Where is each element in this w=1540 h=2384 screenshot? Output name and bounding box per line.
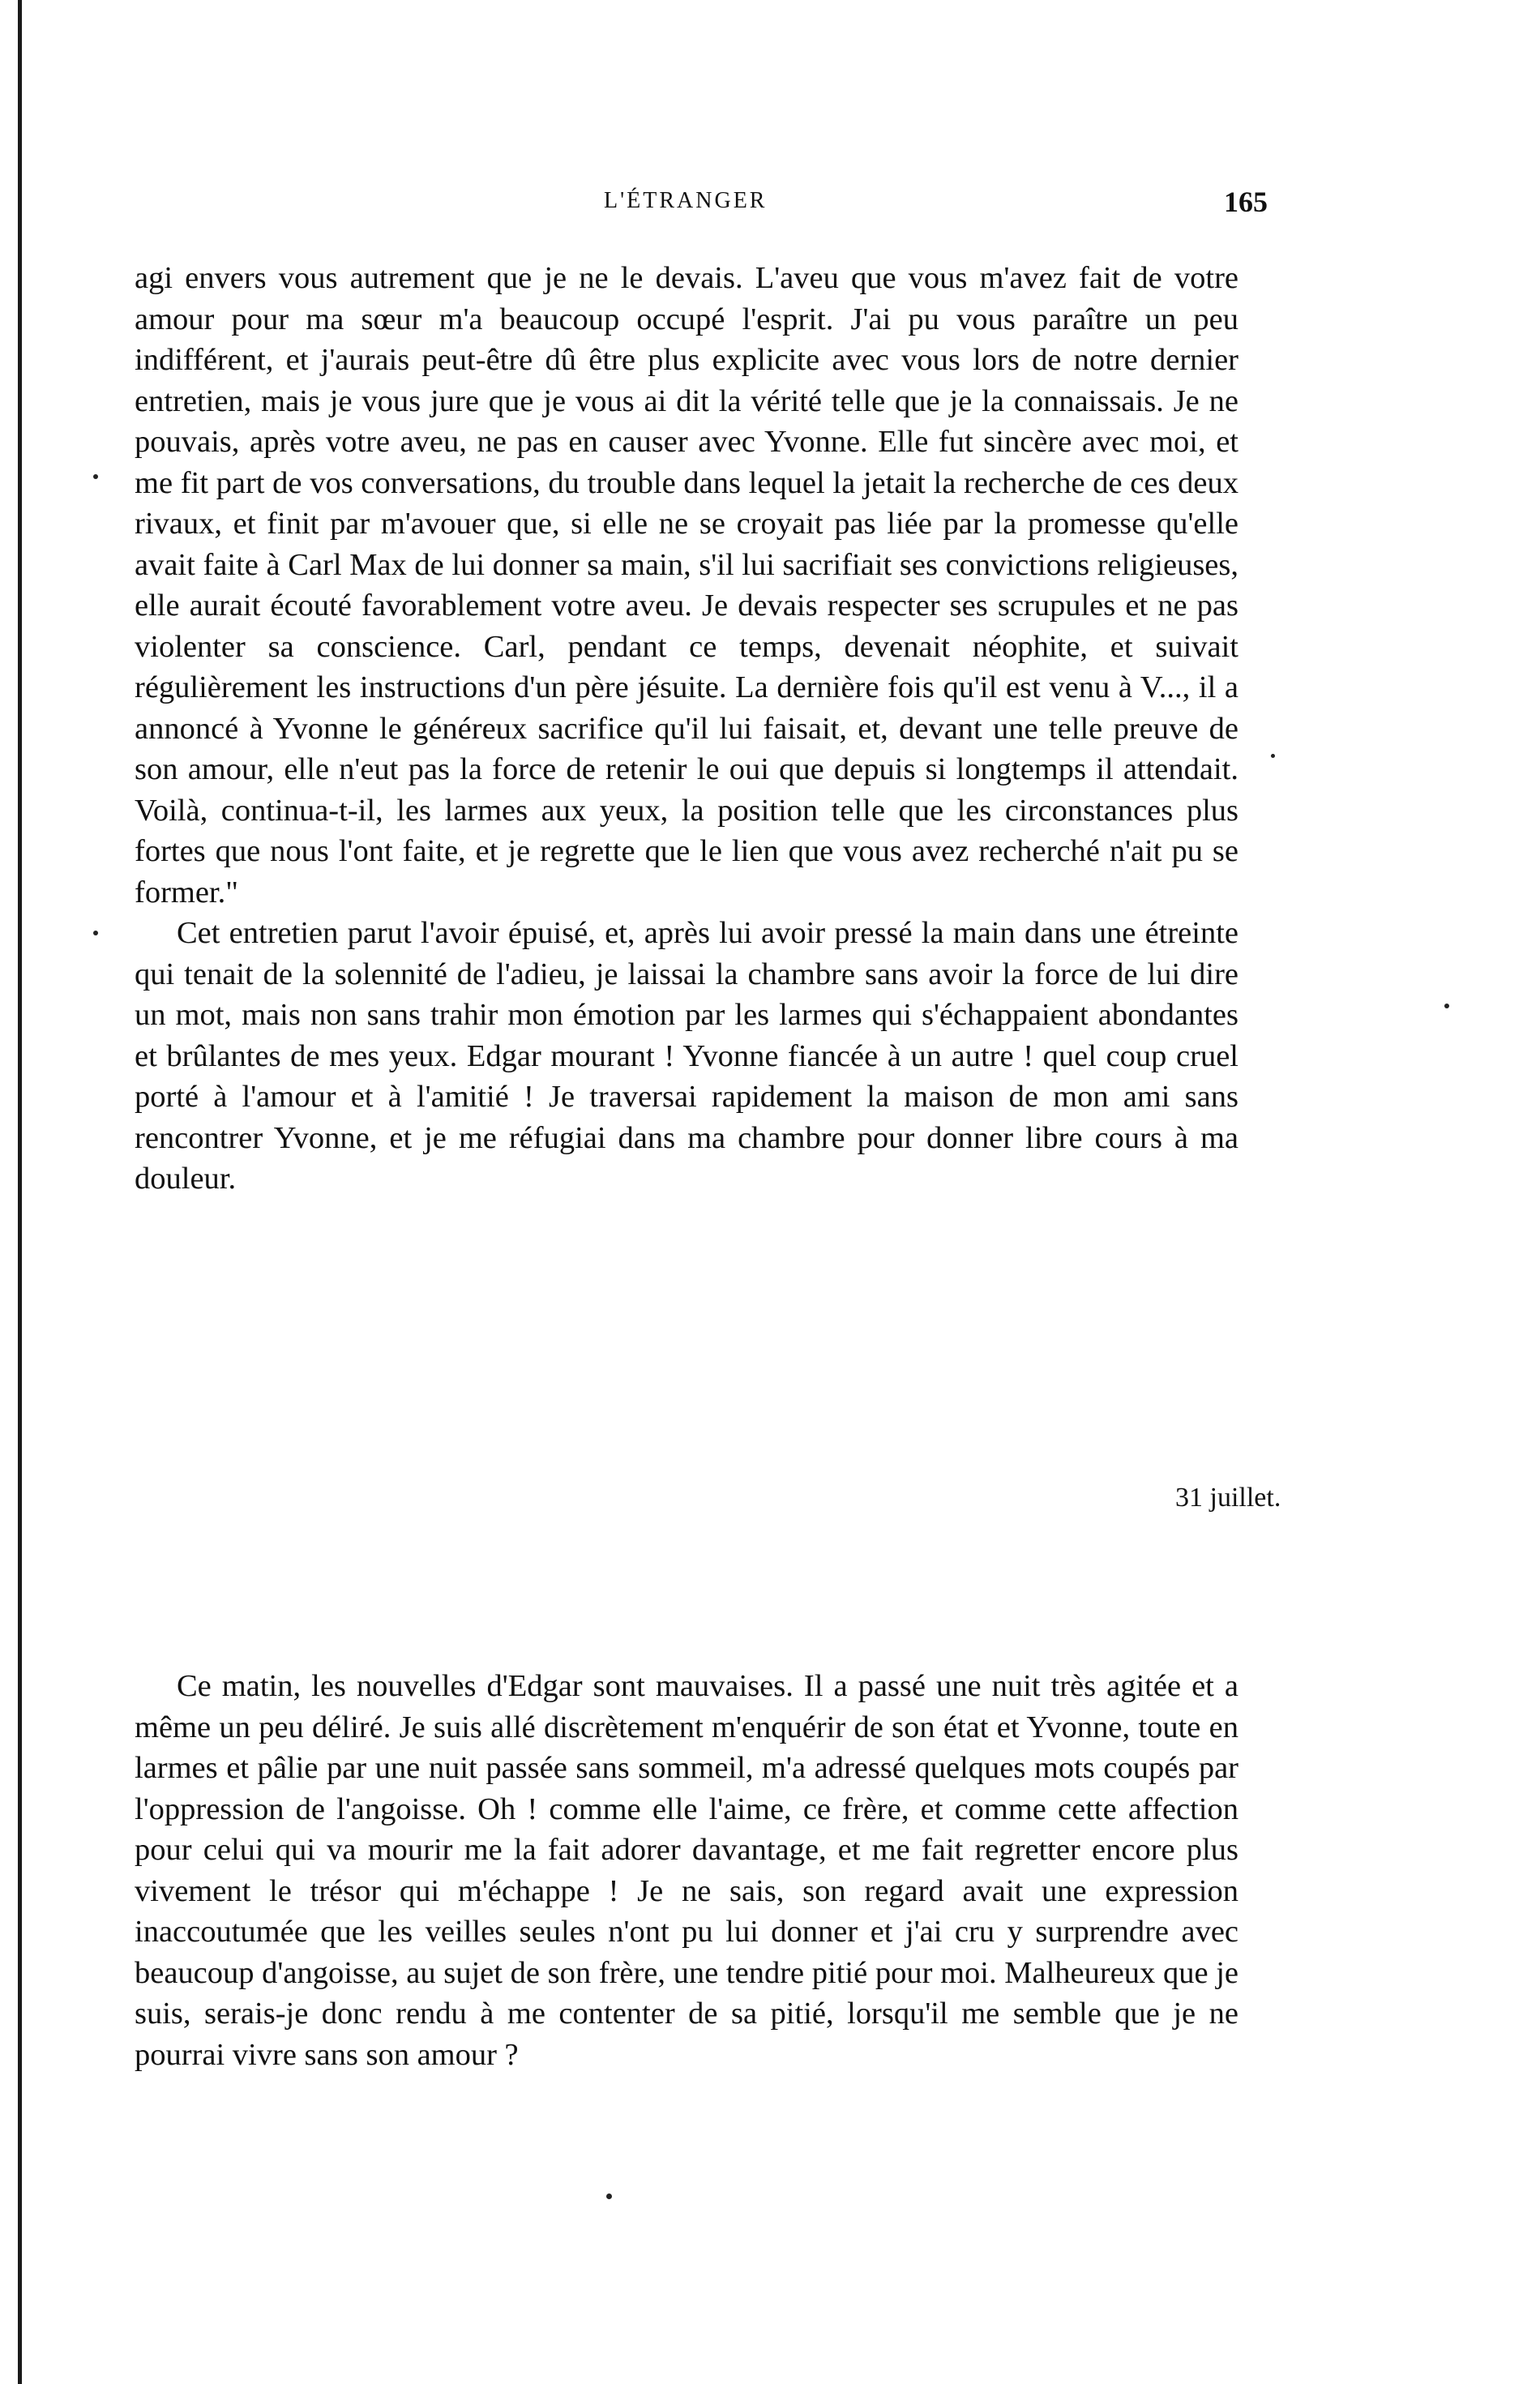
paragraph: Ce matin, les nouvelles d'Edgar sont mauvaises. Il a passé une nuit très agitée et a même un peu déliré. Je suis allé discrètement m'enquérir de son état et Yvonne, toute en larmes et pâlie par une nuit passée sans sommeil, m'a adressé quelques mots coupés par l'oppression de l'angoisse. Oh ! comme elle l'aime, ce frère, et comme cette affection pour celui qui va mourir me la fait adorer davantage, et me fait regretter encore plus vivement le trésor qui m'échappe ! Je ne sais, son regard avait une expression inaccoutumée que les veilles seules n'ont pu lui donner et j'ai cru y surprendre avec beaucoup d'angoisse, au sujet de son frère, une tendre pitié pour moi. Malheureux que je suis, serais-je donc rendu à me contenter de sa pitié, lorsqu'il me semble que je ne pourrai vivre sans son amour ? [135,1669,1238,2072]
paragraph: agi envers vous autrement que je ne le devais. L'aveu que vous m'avez fait de votre amour pour ma sœur m'a beaucoup occupé l'esprit. J'ai pu vous paraître un peu indifférent, et j'aurais peut-être dû être plus explicite avec vous lors de notre dernier entretien, mais je vous jure que je vous ai dit la vérité telle que je la connaissais. Je ne pouvais, après votre aveu, ne pas en causer avec Yvonne. Elle fut sincère avec moi, et me fit part de vos conversations, du trouble dans lequel la jetait la recherche de ces deux rivaux, et finit par m'avouer que, si elle ne se croyait pas liée par la promesse qu'elle avait faite à Carl Max de lui donner sa main, s'il lui sacrifiait ses convictions religieuses, elle aurait écouté favorablement votre aveu. Je devais respecter ses scrupules et ne pas violenter sa conscience. Carl, pendant ce temps, devenait néophite, et suivait régulièrement les instructions d'un père jésuite. La dernière fois qu'il est venu à V..., il a annoncé à Yvonne le généreux sacrifice qu'il lui faisait, et, devant une telle preuve de son amour, elle n'eut pas la force de retenir le oui que depuis si longtemps il attendait. Voilà, continua-t-il, les larmes aux yeux, la position telle que les circonstances plus fortes que nous l'ont faite, et je regrette que le lien que vous avez recherché n'ait pu se former." [135,261,1238,910]
ink-speck [606,2194,612,2199]
ink-speck [1444,1004,1449,1008]
ink-speck [93,474,98,479]
dateline: 31 juillet. [1175,1483,1281,1513]
ink-speck [1271,754,1275,758]
paragraph: Cet entretien parut l'avoir épuisé, et, après lui avoir pressé la main dans une étreinte qui tenait de la solennité de l'adieu, je laissai la chambre sans avoir la force de lui dire un mot, mais non sans trahir mon émotion par les larmes qui s'échappaient abondantes et brûlantes de mes yeux. Edgar mourant ! Yvonne fiancée à un autre ! quel coup cruel porté à l'amour et à l'amitié ! Je traversai rapidement la maison de mon ami sans rencontrer Yvonne, et je me réfugiai dans ma chambre pour donner libre cours à ma douleur. [135,916,1238,1196]
page-number: 165 [1224,186,1268,218]
page-binding-edge [18,0,22,2384]
running-title: L'ÉTRANGER [604,188,768,213]
text-block-upper [135,258,1238,1200]
ink-speck [93,931,98,935]
text-block-lower [135,1666,1238,2075]
